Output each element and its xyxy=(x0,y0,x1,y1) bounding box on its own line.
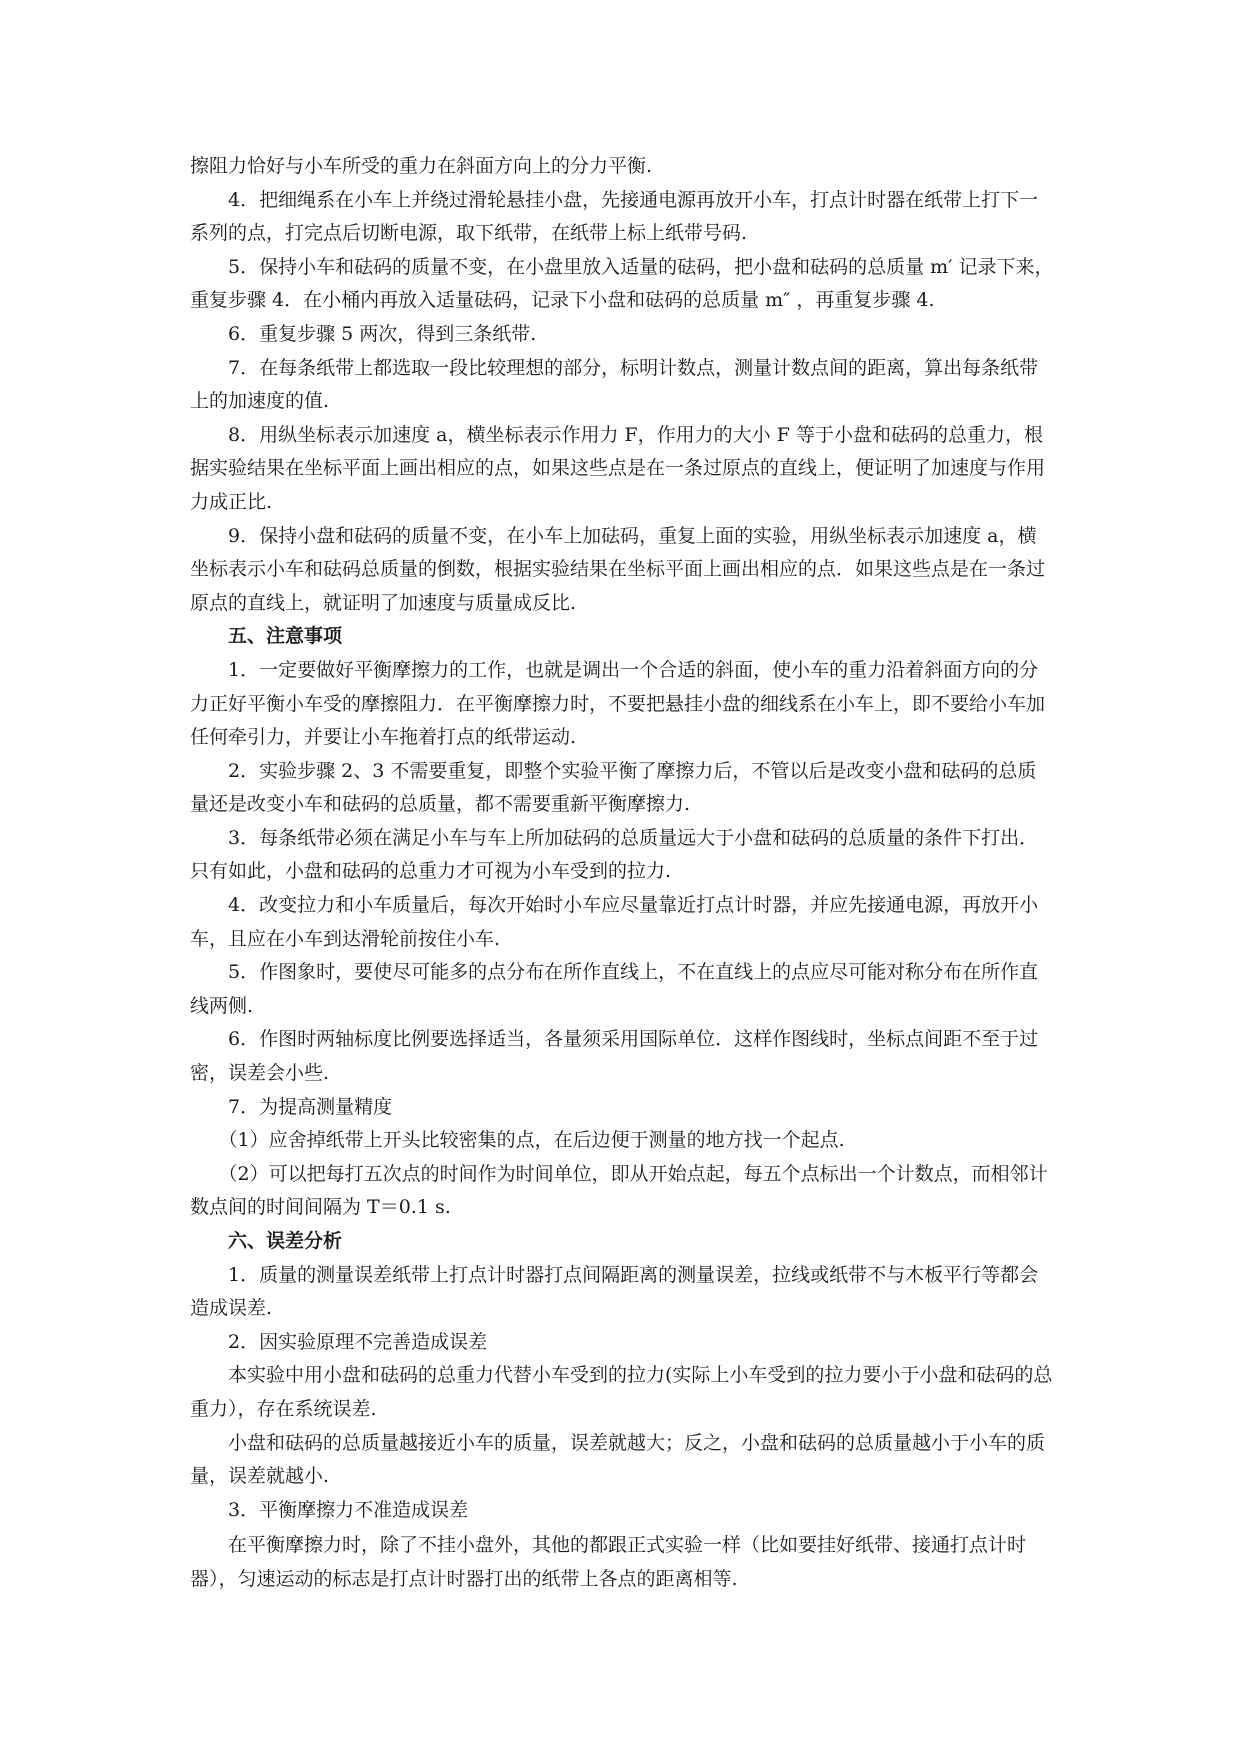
note-7: 7．为提高测量精度 xyxy=(228,1095,393,1118)
note-3: 3．每条纸带必须在满足小车与车上所加砝码的总质量远大于小盘和砝码的总质量的条件下打出．只有如此，小盘和砝码的总重力才可视为小车受到的拉力. xyxy=(190,826,1039,883)
error-3: 3．平衡摩擦力不准造成误差 xyxy=(228,1498,469,1521)
note-5: 5．作图象时，要使尽可能多的点分布在所作直线上，不在直线上的点应尽可能对称分布在所作直线两侧. xyxy=(190,961,1039,1017)
note-7-item-2: （2）可以把每打五次点的时间作为时间单位，即从开始点起，每五个点标出一个计数点，而相邻计数点间的时间间隔为 T＝0.1 s. xyxy=(190,1162,1048,1219)
note-4: 4．改变拉力和小车质量后，每次开始时小车应尽量靠近打点计时器，并应先接通电源，再放开小车，且应在小车到达滑轮前按住小车. xyxy=(190,894,1039,950)
step-5: 5．保持小车和砝码的质量不变，在小盘里放入适量的砝码，把小盘和砝码的总质量 m′ 记录下来，重复步骤 4．在小桶内再放入适量砝码，记录下小盘和砝码的总质量 m″ ，再重复步骤 4. xyxy=(190,255,1054,312)
step-9: 9．保持小盘和砝码的质量不变，在小车上加砝码，重复上面的实验，用纵坐标表示加速度 a，横坐标表示小车和砝码总质量的倒数，根据实验结果在坐标平面上画出相应的点．如果这些点是在一条过原点的直线上，就证明了加速度与质量成反比. xyxy=(190,524,1046,614)
note-1: 1．一定要做好平衡摩擦力的工作，也就是调出一个合适的斜面，使小车的重力沿着斜面方向的分力正好平衡小车受的摩擦阻力．在平衡摩擦力时，不要把悬挂小盘的细线系在小车上，即不要给小车加任何牵引力，并要让小车拖着打点的纸带运动. xyxy=(190,658,1046,749)
paragraph: 擦阻力恰好与小车所受的重力在斜面方向上的分力平衡. xyxy=(190,155,653,177)
note-2: 2．实验步骤 2、3 不需要重复，即整个实验平衡了摩擦力后，不管以后是改变小盘和砝码的总质量还是改变小车和砝码的总质量，都不需要重新平衡摩擦力. xyxy=(190,759,1037,816)
paragraph: 本实验中用小盘和砝码的总重力代替小车受到的拉力(实际上小车受到的拉力要小于小盘和砝码的总重力），存在系统误差. xyxy=(190,1364,1053,1420)
error-1: 1．质量的测量误差纸带上打点计时器打点间隔距离的测量误差，拉线或纸带不与木板平行等都会造成误差. xyxy=(190,1263,1039,1320)
section-heading-notes: 五、注意事项 xyxy=(228,625,343,648)
step-4: 4．把细绳系在小车上并绕过滑轮悬挂小盘，先接通电源再放开小车，打点计时器在纸带上打下一系列的点，打完点后切断电源，取下纸带，在纸带上标上纸带号码. xyxy=(190,188,1039,245)
section-heading-error-analysis: 六、误差分析 xyxy=(228,1230,343,1252)
error-2: 2．因实验原理不完善造成误差 xyxy=(228,1330,488,1353)
note-6: 6．作图时两轴标度比例要选择适当，各量须采用国际单位．这样作图线时，坐标点间距不至于过密，误差会小些. xyxy=(190,1028,1039,1085)
document-body xyxy=(190,150,1055,1597)
paragraph: 小盘和砝码的总质量越接近小车的质量，误差就越大；反之，小盘和砝码的总质量越小于小车的质量，误差就越小. xyxy=(190,1431,1046,1488)
step-8: 8．用纵坐标表示加速度 a，横坐标表示作用力 F，作用力的大小 F 等于小盘和砝码的总重力，根据实验结果在坐标平面上画出相应的点，如果这些点是在一条过原点的直线上，便证明了加速度与作用力成正比. xyxy=(190,423,1046,513)
note-7-item-1: （1）应舍掉纸带上开头比较密集的点，在后边便于测量的地方找一个起点. xyxy=(218,1129,845,1152)
paragraph: 在平衡摩擦力时，除了不挂小盘外，其他的都跟正式实验一样（比如要挂好纸带、接通打点计时器），匀速运动的标志是打点计时器打出的纸带上各点的距离相等. xyxy=(190,1534,1027,1590)
step-7: 7．在每条纸带上都选取一段比较理想的部分，标明计数点，测量计数点间的距离，算出每条纸带上的加速度的值. xyxy=(190,356,1039,413)
step-6: 6．重复步骤 5 两次，得到三条纸带. xyxy=(228,322,537,345)
